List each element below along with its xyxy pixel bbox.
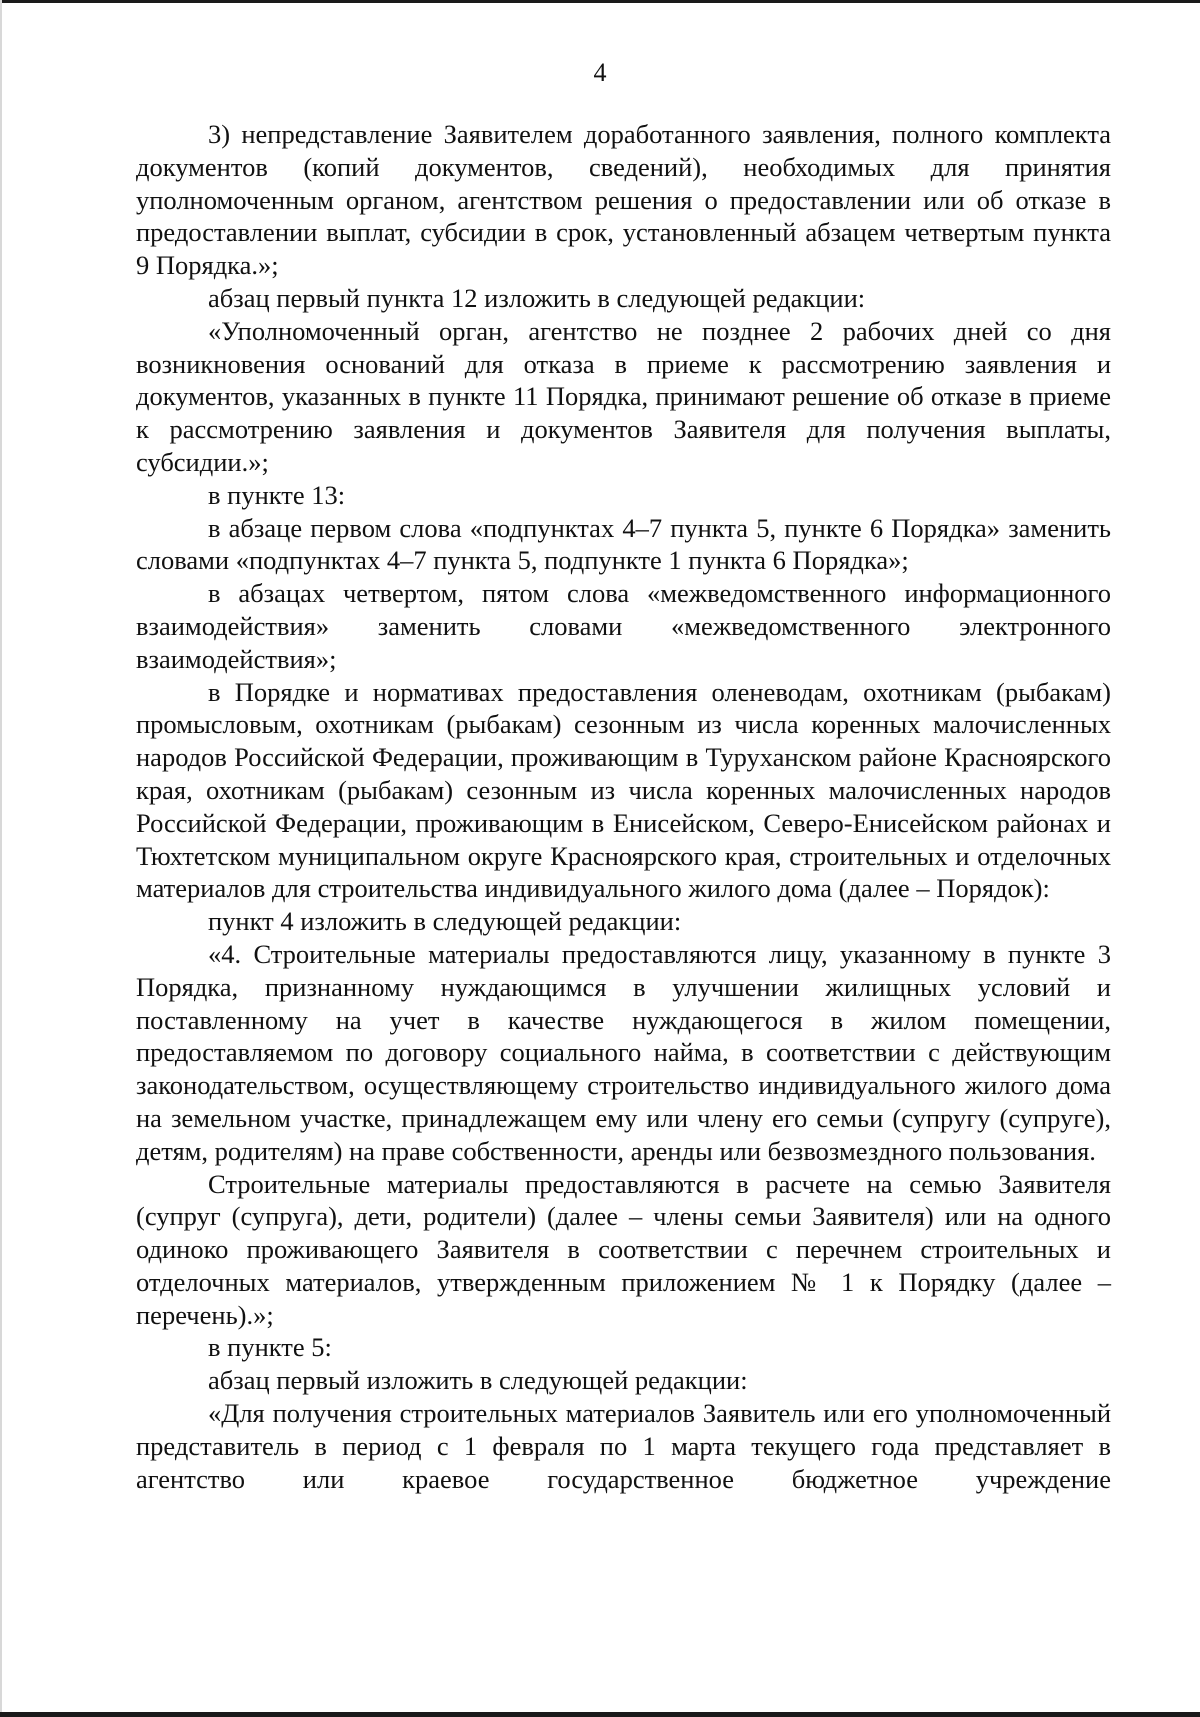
document-body [136, 118, 1111, 1495]
scan-edge-left [0, 0, 2, 1717]
paragraph: в пункте 13: [208, 479, 346, 510]
paragraph: «4. Строительные материалы предоставляются лицу, указанному в пункте 3 Порядка, признанному нуждающимся в улучшении жилищных условий и поставленному на учет в качестве нуждающегося в жилом помещении, предоставляемом по договору социального найма, в соответствии с действующим законодательством, осуществляющему строительство индивидуального жилого дома на земельном участке, принадлежащем ему или члену его семьи (супругу (супруге), детям, родителям) на праве собственности, аренды или безвозмездного пользования. [136, 938, 1111, 1166]
page-number: 4 [593, 58, 607, 87]
paragraph: «Уполномоченный орган, агентство не позднее 2 рабочих дней со дня возникновения оснований для отказа в приеме к рассмотрению заявления и документов, указанных в пункте 11 Порядка, принимают решение об отказе в приеме к рассмотрению заявления и документов Заявителя для получения выплаты, субсидии.»; [136, 315, 1111, 477]
paragraph: абзац первый пункта 12 изложить в следующей редакции: [208, 282, 866, 313]
paragraph: пункт 4 изложить в следующей редакции: [208, 906, 682, 937]
paragraph: «Для получения строительных материалов Заявитель или его уполномоченный представитель в период с 1 февраля по 1 марта текущего года представляет в агентство или краевое государственное бюджетное учреждение [136, 1398, 1111, 1494]
paragraph: в абзацах четвертом, пятом слова «межведомственного информационного взаимодействия» заменить словами «межведомственного электронного взаимодействия»; [136, 578, 1111, 674]
paragraph: в абзаце первом слова «подпунктах 4–7 пункта 5, пункте 6 Порядка» заменить словами «подпунктах 4–7 пункта 5, подпункте 1 пункта 6 Порядка»; [136, 512, 1111, 576]
paragraph: в пункте 5: [208, 1332, 332, 1363]
scan-edge-top [0, 0, 1200, 3]
scan-edge-bottom [0, 1712, 1200, 1717]
paragraph: 3) непредставление Заявителем доработанного заявления, полного комплекта документов (копий документов, сведений), необходимых для принятия уполномоченным органом, агентством решения о предоставлении или об отказе в предоставлении выплат, субсидии в срок, установленный абзацем четвертым пункта 9 Порядка.»; [136, 119, 1111, 281]
paragraph: Строительные материалы предоставляются в расчете на семью Заявителя (супруг (супруга), дети, родители) (далее – члены семьи Заявителя) или на одного одиноко проживающего Заявителя в соответствии с перечнем строительных и отделочных материалов, утвержденным приложением № 1 к Порядку (далее – перечень).»; [136, 1168, 1111, 1330]
paragraph: абзац первый изложить в следующей редакции: [208, 1365, 748, 1396]
paragraph: в Порядке и нормативах предоставления оленеводам, охотникам (рыбакам) промысловым, охотникам (рыбакам) сезонным из числа коренных малочисленных народов Российской Федерации, проживающим в Туруханском районе Красноярского края, охотникам (рыбакам) сезонным из числа коренных малочисленных народов Российской Федерации, проживающим в Енисейском, Северо-Енисейском районах и Тюхтетском муниципальном округе Красноярского края, строительных и отделочных материалов для строительства индивидуального жилого дома (далее – Порядок): [136, 676, 1111, 904]
